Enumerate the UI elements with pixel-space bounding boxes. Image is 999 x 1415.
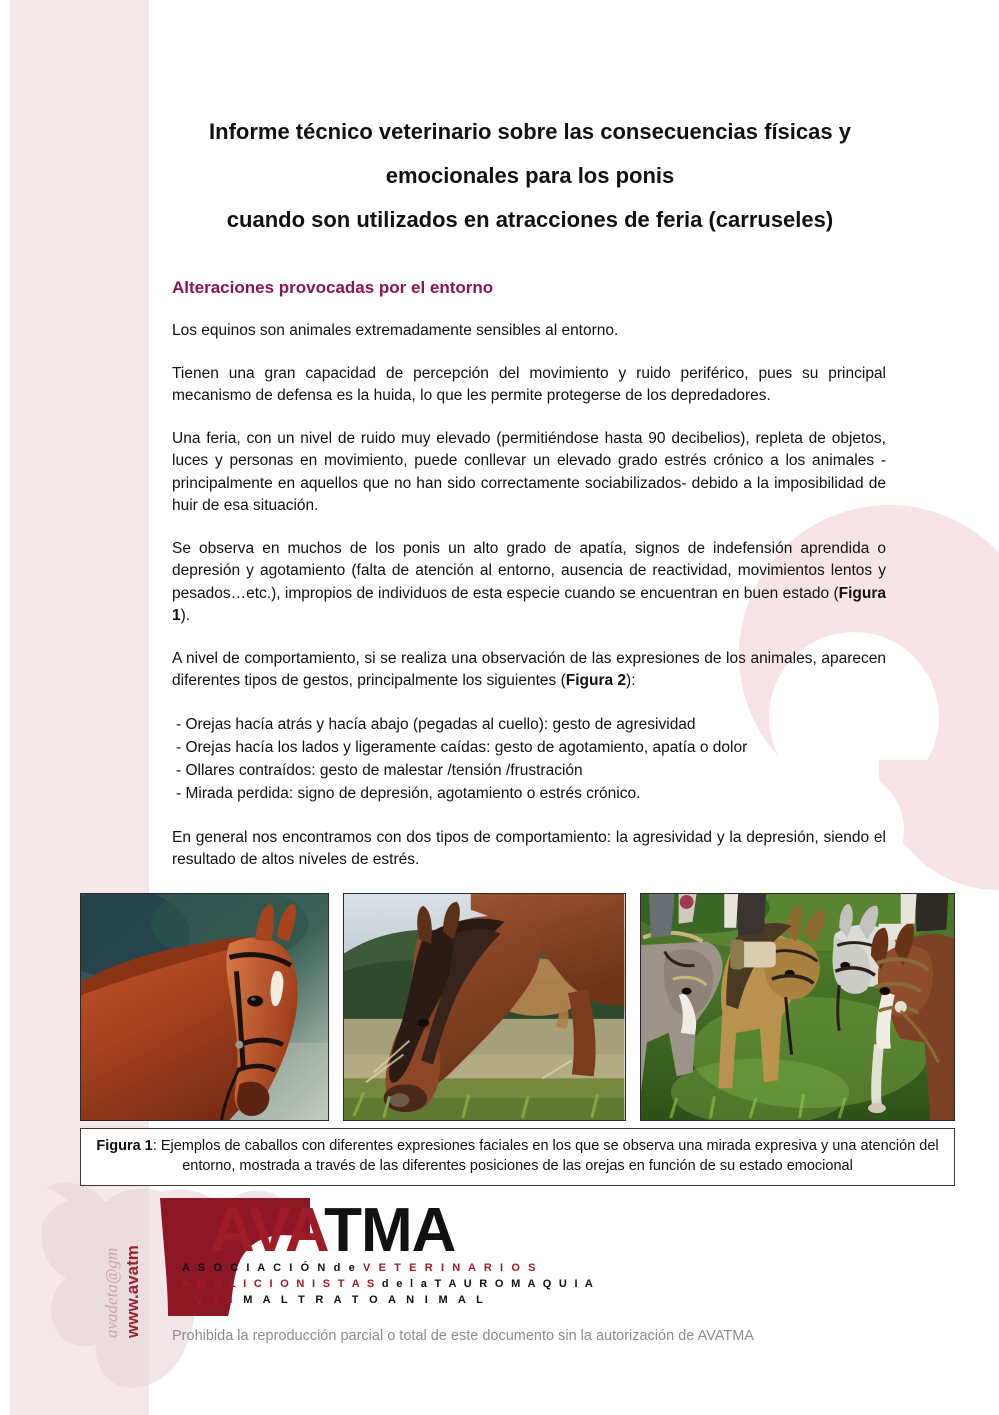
section-heading: Alteraciones provocadas por el entorno <box>172 278 494 297</box>
paragraph-figura-1-after: ). <box>180 607 191 624</box>
paragraph-figura-1-reference <box>172 538 886 628</box>
gesture-list-item: - Orejas hacía atrás y hacía abajo (pegadas al cuello): gesto de agresividad <box>176 715 696 733</box>
title-line-3: cuando son utilizados en atracciones de feria (carruseles) <box>226 207 834 232</box>
paragraph-figura-1-before: Se observa en muchos de los ponis un alto grado de apatía, signos de indefensión aprendida o depresión y agotamiento (falta de atención al entorno, ausencia de reactividad, movimientos lentos y pesados…etc.), impropios de individuos de esta especie cuando se encuentran en buen estado ( <box>172 539 886 602</box>
document-body <box>172 278 886 892</box>
logo-subtitle-line-2 <box>182 1276 596 1292</box>
paragraph-figura-2-before: A nivel de comportamiento, si se realiza una observación de las expresiones de los animales, aparecen diferentes tipos de gestos, principalmente los siguientes ( <box>172 649 886 689</box>
logo-subtitle-line-3 <box>182 1292 556 1308</box>
logo-sub-2b: d e l a <box>381 1278 430 1290</box>
logo-sub-1a: A S O C I A C I Ó N <box>182 1262 328 1274</box>
paragraph-conclusion: En general nos encontramos con dos tipos de comportamiento: la agresividad y la depresión, siendo el resultado de altos niveles de estrés. <box>172 828 886 868</box>
gesture-list-item: - Ollares contraídos: gesto de malestar /tensión /frustración <box>176 761 583 779</box>
logo-subtitle-line-1 <box>182 1260 556 1276</box>
logo-website-rotated: www.avatm <box>123 1245 142 1338</box>
title-line-2: emocionales para los ponis <box>385 163 675 188</box>
figure-photo-row <box>80 893 955 1121</box>
logo-sub-2a: A B O L I C I O N I S T A S <box>182 1278 377 1290</box>
figure-caption-label: Figura 1 <box>96 1138 153 1154</box>
logo-word-red: AVA <box>210 1196 325 1265</box>
figura-1-label: Figura 1 <box>172 584 886 624</box>
photo-chestnut-horse-head <box>80 893 329 1121</box>
logo-word-black: TMA <box>324 1196 456 1265</box>
paragraph-intro: Los equinos son animales extremadamente sensibles al entorno. <box>172 322 619 339</box>
figura-2-label: Figura 2 <box>565 672 627 689</box>
figure-caption-separator: : <box>152 1138 161 1154</box>
paragraph-fair-noise: Una feria, con un nivel de ruido muy elevado (permitiéndose hasta 90 decibelios), repleta de objetos, luces y personas en movimiento, puede conllevar un elevado grado estrés crónico a los animales -principalmente en aquellos que no han sido correctamente sociabilizados- debido a la imposibilidad de huir de esa situación. <box>172 429 886 514</box>
photo-grazing-bay-horse <box>343 893 625 1121</box>
footer-copyright-note: Prohibida la reproducción parcial o total de este documento sin la autorización de AVATMA <box>172 1328 754 1344</box>
gesture-list-item: - Orejas hacía los lados y ligeramente caídas: gesto de agotamiento, apatía o dolor <box>176 738 748 756</box>
logo-sub-3b: M A L T R A T O A N I M A L <box>243 1294 487 1306</box>
figure-caption-text: Ejemplos de caballos con diferentes expresiones faciales en los que se observa una mirada expresiva y una atención del entorno, mostrada a través de las diferentes posiciones de las orejas en función de su estado emocional <box>160 1138 939 1174</box>
logo-sub-3a: y e l <box>196 1294 237 1306</box>
logo-email-rotated: avadeta@gm <box>102 1247 121 1338</box>
logo-sub-1c: V E T E R I N A R I O S <box>362 1262 539 1274</box>
logo-sub-1b: d e <box>333 1262 358 1274</box>
paragraph-figura-2-after: ): <box>626 672 636 689</box>
title-line-1: Informe técnico veterinario sobre las consecuencias físicas y <box>209 119 851 144</box>
gesture-list-item: - Mirada perdida: signo de depresión, agotamiento o estrés crónico. <box>176 784 641 802</box>
logo-subtitle <box>182 1260 596 1308</box>
logo-sub-2c: T A U R O M A Q U I A <box>434 1278 596 1290</box>
gesture-list <box>176 713 886 805</box>
document-title <box>150 110 910 242</box>
logo-wordmark <box>210 1196 456 1265</box>
figure-caption <box>80 1128 955 1186</box>
paragraph-figura-2-reference <box>172 648 886 693</box>
photo-saddled-horses-with-riders <box>640 893 955 1121</box>
avatma-logo <box>150 1196 596 1316</box>
paragraph-perception: Tienen una gran capacidad de percepción del movimiento y ruido periférico, pues su principal mecanismo de defensa es la huida, lo que les permite protegerse de los depredadores. <box>172 364 886 404</box>
